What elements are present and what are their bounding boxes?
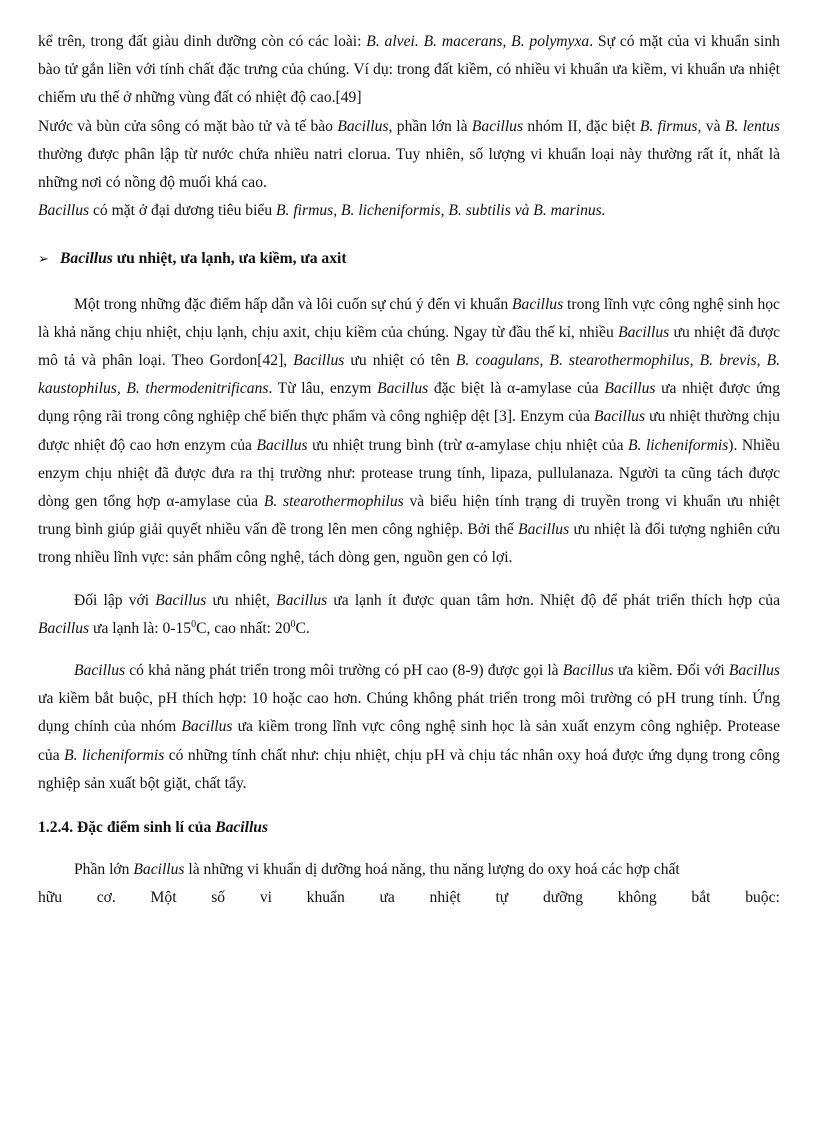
bullet-heading-text xyxy=(60,250,347,267)
text-run: ưa lạnh ít được quan tâm hơn. Nhiệt độ để phát triển thích hợp của xyxy=(327,591,780,609)
text-run: ưa nhiệt được ứng dụng rộng rãi trong công nghiệp chế biến thực phẩm và công nghiệp dệt [3]. Enzym của xyxy=(38,380,781,426)
italic-term: B. lentus xyxy=(724,117,780,135)
text-run: phần lớn là xyxy=(392,117,472,135)
text-run: kể trên, trong đất giàu dinh dưỡng còn có các loài: xyxy=(38,33,367,50)
italic-term: Bacillus xyxy=(377,380,429,398)
italic-term: Bacillus xyxy=(215,819,269,837)
italic-term: Bacillus xyxy=(562,662,614,680)
word: buộc: xyxy=(745,889,780,907)
word: khuẩn xyxy=(306,889,345,907)
italic-term: B. licheniformis xyxy=(64,746,165,764)
text-run: ưu nhiệt là đối tượng nghiên cứu trong nhiều lĩnh vực: sản phẩm công nghệ, tách dòng gen, nguồn gen có lợi. xyxy=(38,521,780,567)
word: vi xyxy=(259,889,272,907)
word: hữu xyxy=(38,889,63,907)
paragraph-soil-species xyxy=(38,28,780,113)
text-run: . Từ lâu, enzym xyxy=(268,380,378,398)
italic-term: Bacillus xyxy=(74,662,126,680)
italic-term: Bacillus xyxy=(155,591,207,609)
italic-term: B. alvei. B. macerans, B. polymyxa xyxy=(366,33,590,50)
italic-term: Bacillus xyxy=(728,662,780,680)
text-run: trong lĩnh vực công nghệ sinh học là khả năng chịu nhiệt, chịu lạnh, chịu axit, chịu kiềm của chúng. Ngay từ đầu thế kỉ, nhiều xyxy=(38,295,780,341)
text-run: C. xyxy=(295,619,310,637)
bullet-heading-extremophiles xyxy=(38,245,780,274)
text-run: có mặt ở đại dương tiêu biểu xyxy=(89,202,277,220)
italic-term: Bacillus xyxy=(618,323,670,341)
italic-term: Bacillus xyxy=(38,202,90,220)
text-run: ưu nhiệt, xyxy=(206,591,277,609)
italic-term: Bacillus, xyxy=(337,117,393,135)
paragraph-estuary xyxy=(38,113,780,198)
text-run: thường được phân lập từ nước chứa nhiều natri clorua. Tuy nhiên, số lượng vi khuẩn loại này thường rất ít, nhất là những nơi có nồng độ muối khá cao. xyxy=(38,145,780,192)
word: bắt xyxy=(691,889,711,907)
italic-term: Bacillus xyxy=(604,380,656,398)
word: dưỡng xyxy=(542,889,584,907)
italic-term: Bacillus xyxy=(60,250,113,268)
arrowhead-bullet-icon: ➢ xyxy=(38,252,49,268)
document-page xyxy=(38,28,780,913)
paragraph-alkaliphilic xyxy=(38,657,780,798)
italic-term: Bacillus xyxy=(181,718,233,736)
text-run: và xyxy=(701,117,725,135)
text-run: ưa kiềm bắt buộc, pH thích hợp: 10 hoặc cao hơn. Chúng không phát triển trong môi trường có pH trung tính. Ứng dụng chính của nhóm xyxy=(38,690,780,736)
text-run: có khả năng phát triển trong môi trường có pH cao (8-9) được gọi là xyxy=(125,662,563,680)
italic-term: Bacillus xyxy=(38,619,90,637)
word: ưa xyxy=(379,889,395,907)
italic-term: Bacillus xyxy=(293,352,345,370)
text-run: ). Nhiều enzym chịu nhiệt đã được đưa ra thị trường như: protease trung tính, lipaza, pullulanaza. Người ta cũng tách được dòng gen tổng hợp α-amylase của xyxy=(38,436,780,511)
text-run: nhóm II, đặc biệt xyxy=(523,117,640,135)
italic-term: Bacillus xyxy=(471,117,524,135)
text-run: ưu nhiệt trung bình (trừ α-amylase chịu nhiệt của xyxy=(307,436,629,454)
italic-term: B. firmus, B. licheniformis, B. subtilis và B. marinus. xyxy=(276,202,606,220)
text-run: 1.2.4. Đặc điểm sinh lí của xyxy=(38,819,216,837)
italic-term: B. stearothermophilus xyxy=(263,493,404,511)
paragraph-thermophilic xyxy=(38,291,780,573)
text-run: ưa lạnh là: 0-15 xyxy=(89,619,192,637)
text-run: ưu nhiệt, ưa lạnh, ưa kiềm, ưa axit xyxy=(112,250,347,268)
text-run: ưa kiềm trong lĩnh vực công nghệ sinh học là sản xuất enzym công nghiệp. Protease của xyxy=(38,718,780,764)
italic-term: B. licheniformis xyxy=(628,436,729,454)
text-run: ưu nhiệt có tên xyxy=(344,352,456,370)
text-run: . Sự có mặt của vi khuẩn sinh bào tử gắn liền với tính chất đặc trưng của chúng. Ví dụ: trong đất kiềm, có nhiều vi khuẩn ưa kiềm, vi khuẩn ưa nhiệt chiếm ưu thế ở những vùng đất có nhiệt độ cao.[49] xyxy=(38,33,780,107)
text-run: Đối lập với xyxy=(74,591,156,609)
text-run: Nước và bùn cửa sông có mặt bào tử và tế bào xyxy=(38,117,338,135)
text-run: và biểu hiện tính trạng di truyền trong vi khuẩn ưu nhiệt trung bình giúp giải quyết nhiều vấn đề trong lên men công nghiệp. Bởi thế xyxy=(38,493,781,539)
text-run: đặc biệt là α-amylase của xyxy=(428,380,605,398)
text-run: có những tính chất như: chịu nhiệt, chịu pH và chịu tác nhân oxy hoá được ứng dụng trong công nghiệp sản xuất bột giặt, chất tẩy. xyxy=(38,746,780,792)
paragraph-physiology xyxy=(38,856,780,884)
text-run: Một trong những đặc điểm hấp dẫn và lôi cuốn sự chú ý đến vi khuẩn xyxy=(74,295,513,313)
section-heading-physiology xyxy=(38,814,780,842)
text-run: ưa kiềm. Đối với xyxy=(613,662,729,680)
text-run: ưu nhiệt đã được mô tả và phân loại. Theo Gordon[42], xyxy=(38,323,781,370)
word: nhiệt xyxy=(429,889,461,907)
italic-term: Bacillus xyxy=(512,295,564,313)
italic-term: B. coagulans, B. stearothermophilus, B. brevis, B. kaustophilus, B. thermodenitrificans xyxy=(38,352,780,398)
text-run: Phần lớn xyxy=(74,861,134,879)
italic-term: Bacillus xyxy=(593,408,646,426)
italic-term: Bacillus xyxy=(256,436,308,454)
word: Một xyxy=(150,889,177,907)
text-run: là những vi khuẩn dị dưỡng hoá năng, thu năng lượng do oxy hoá các hợp chất xyxy=(184,861,680,879)
word: tự xyxy=(495,889,509,907)
paragraph-physiology-last-line xyxy=(38,884,780,912)
superscript: 0 xyxy=(191,618,197,630)
italic-term: Bacillus xyxy=(133,861,185,879)
paragraph-ocean xyxy=(38,197,780,225)
word: số xyxy=(211,889,226,907)
text-run: C, cao nhất: 20 xyxy=(196,619,291,637)
word: cơ. xyxy=(96,889,116,907)
word: không xyxy=(617,889,657,907)
text-run: ưu nhiệt thường chịu được nhiệt độ cao hơn enzym của xyxy=(38,408,780,454)
superscript: 0 xyxy=(290,618,296,630)
paragraph-psychrophilic xyxy=(38,587,780,643)
italic-term: Bacillus xyxy=(276,591,328,609)
italic-term: Bacillus xyxy=(518,521,570,539)
italic-term: B. firmus, xyxy=(639,117,702,135)
